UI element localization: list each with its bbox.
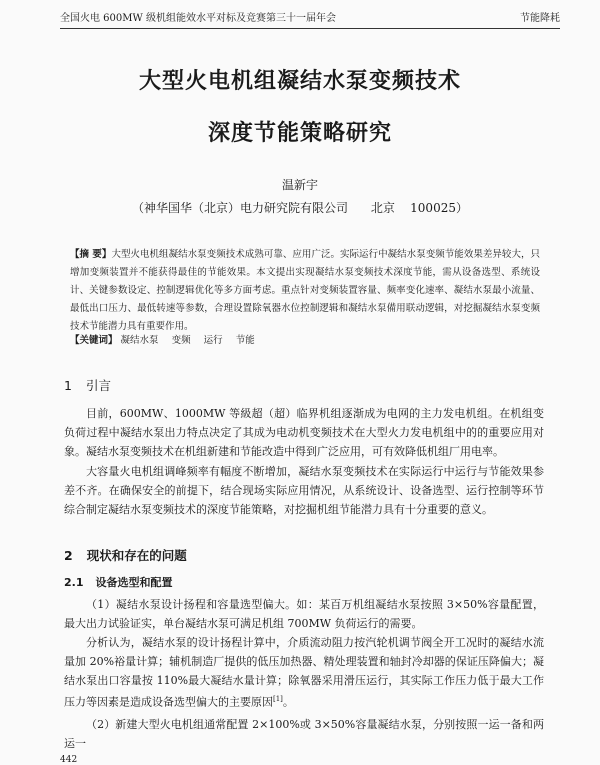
citation-reference: [1] — [273, 695, 283, 703]
subsection-number: 2.1 — [64, 576, 84, 589]
body-paragraph: 目前，600MW、1000MW 等級超（超）临界机组逐渐成为电网的主力发电机组。在机组变负荷过程中凝结水泵出力特点决定了其成为电动机变频技术在大型火力发电机组中的的重要应用对象。凝结水泵变频技术在机组新建和节能改造中得到广泛应用，可有效降低机组厂用电率。 — [64, 407, 544, 458]
keywords — [70, 334, 540, 348]
section-number: 1 — [64, 378, 72, 393]
body-paragraph: 大容量火电机组调峰频率有幅度不断增加，凝结水泵变频技术在实际运行中运行与节能效果参差不齐。在确保安全的前提下，结合现场实际应用情况，从系统设计、设备选型、运行控制等环节综合制定凝结水泵变频技术的深度节能策略，对挖掘机组节能潜力具有十分重要的意义。 — [64, 465, 544, 516]
section-number: 2 — [64, 548, 73, 563]
section-label: 节能降耗 — [520, 13, 560, 24]
keyword: 节能 — [235, 335, 255, 346]
paper-title-line-1: 大型火电机组凝结水泵变频技术 — [138, 69, 461, 94]
keyword: 凝结水泵 — [120, 335, 159, 346]
body-paragraph: （1）凝结水泵设计扬程和容量选型偏大。如：某百万机组凝结水泵按照 3×50%容量配置，最大出力试验证实，单台凝结水泵可满足机组 700MW 负荷运行的需要。 — [64, 598, 544, 630]
abstract-label: 【摘 要】 — [70, 249, 112, 260]
author-name: 温新宇 — [281, 178, 318, 192]
abstract — [70, 246, 540, 336]
conference-name: 全国火电 600MW 级机组能效水平对标及竞赛第三十一届年会 — [60, 13, 336, 24]
section-heading-status — [64, 546, 187, 564]
subsection-title: 设备选型和配置 — [95, 576, 173, 589]
keyword: 运行 — [203, 335, 223, 346]
section-title: 现状和存在的问题 — [86, 548, 187, 563]
paragraph-text: 分析认为，凝结水泵的设计扬程计算中，介质流动阻力按汽轮机调节阀全开工况时的凝结水流量加 20%裕量计算；辅机制造厂提供的低压加热器、精处理装置和轴封冷却器的保证压降偏大；凝结水泵出口容量按 110%最大凝结水量计算；除氧器采用滑压运行，其实际工作压力低于最大工作压力等因素是造成设备选型偏大的主要原因 — [64, 636, 544, 709]
page-number: 442 — [60, 755, 78, 765]
running-header — [60, 12, 560, 29]
subsection-heading — [64, 574, 173, 590]
section-title: 引言 — [85, 378, 111, 393]
keywords-label: 【关键词】 — [70, 335, 118, 346]
body-paragraph: （2）新建大型火电机组通常配置 2×100%或 3×50%容量凝结水泵，分别按照一运一备和两运一 — [64, 718, 544, 750]
abstract-text: 大型火电机组凝结水泵变频技术成熟可靠、应用广泛。实际运行中凝结水泵变频节能效果差异较大，只增加变频装置并不能获得最佳的节能效果。本文提出实现凝结水泵变频技术深度节能，需从设备选型、系统设计、关键参数设定、控制逻辑优化等多方面考虑。重点针对变频装置容量、频率变化速率、凝结水泵最小流量、最低出口压力、最低转速等参数，合理设置除氧器水位控制逻辑和凝结水泵備用联动逻辑，对挖掘凝结水泵变频技术节能潜力具有重要作用。 — [70, 249, 540, 332]
keyword: 变频 — [171, 335, 191, 346]
body-paragraph-with-citation: 分析认为，凝结水泵的设计扬程计算中，介质流动阻力按汽轮机调节阀全开工况时的凝结水流量加 20%裕量计算；辅机制造厂提供的低压加热器、精处理装置和轴封冷却器的保证压降偏大；凝结水泵出口容量按 110%最大凝结水量计算；除氧器采用滑压运行，其实际工作压力低于最大工作压力等因素是造成设备选型偏大的主要原因[1]。 — [64, 636, 544, 709]
author-affiliation: （神华国华（北京）电力研究院有限公司 北京 100025） — [132, 201, 468, 215]
section-heading-introduction — [64, 376, 111, 394]
paper-title-line-2: 深度节能策略研究 — [207, 121, 392, 146]
